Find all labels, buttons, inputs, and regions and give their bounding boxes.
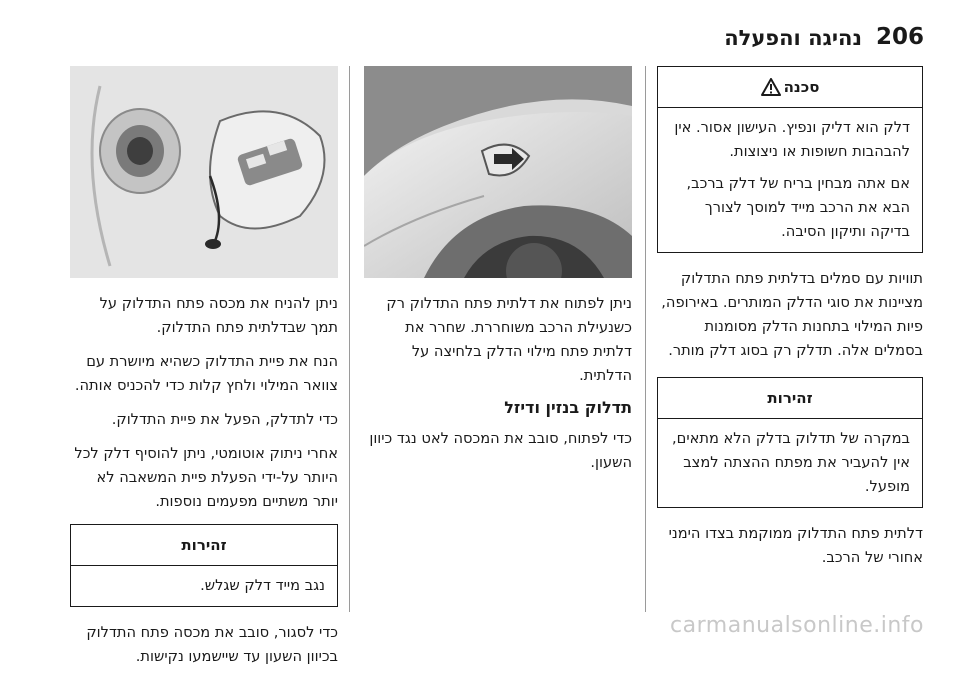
page-number: 206 [875, 24, 924, 50]
insert-nozzle-paragraph: הנח את פיית התדלוק כשהיא מיושרת עם צוואר המילוי ולחץ קלות כדי להכניס אותה. [74, 353, 338, 394]
watermark: carmanualsonline.info [670, 613, 924, 638]
caution-box [70, 524, 338, 607]
warning-box-body [658, 108, 922, 252]
fuel-label-paragraph: תוויות עם סמלים בדלתית פתח התדלוק מציינות את סוגי הדלק המותרים. באירופה, פיות המילוי בתחנות הדלק מסומנות בסמלים אלה. תדלק רק בסוג דלק מותר. [661, 270, 923, 359]
caution-box-title: זהירות [71, 525, 337, 566]
caution-box [657, 377, 923, 508]
operate-nozzle-paragraph: כדי לתדלק, הפעל את פיית התדלוק. [111, 411, 338, 428]
warning-triangle-icon [761, 78, 781, 96]
open-cap-paragraph: כדי לפתוח, סובב את המכסה לאט נגד כיוון השעון. [369, 430, 632, 471]
fuel-flap-photo [364, 66, 632, 278]
auto-cutoff-paragraph: אחרי ניתוק אוטומטי, ניתן להוסיף דלק לכל היותר על-ידי הפעלת פיית המשאבה לא יותר משתיים מפעמים נוספות. [74, 445, 338, 510]
cap-holder-paragraph: ניתן להניח את מכסה פתח התדלוק על תמך שבדלתית פתח התדלוק. [99, 295, 338, 336]
caution-box-text: נגב מייד דלק שגלש. [200, 577, 325, 594]
section-heading: תדלוק בנזין ודיזל [504, 398, 632, 417]
close-cap-paragraph: כדי לסגור, סובב את מכסה פתח התדלוק בכיוון השעון עד שיישמעו נקישות. [86, 624, 338, 665]
warning-paragraph: דלק הוא דליק ונפיץ. העישון אסור. אין להבהבות חשופות או ניצוצות. [674, 119, 910, 160]
caution-box-title: זהירות [658, 378, 922, 419]
column-divider [349, 66, 350, 612]
middle-column [362, 66, 632, 485]
column-divider [645, 66, 646, 612]
page-title: נהיגה והפעלה [724, 26, 862, 50]
warning-box-header [658, 67, 922, 108]
open-flap-paragraph: ניתן לפתוח את דלתית פתח התדלוק רק כשנעילת הרכב משוחררת. שחרר את דלתית פתח מילוי הדלק בלחיצה על הדלתית. [386, 295, 632, 384]
warning-paragraph: אם אתה מבחין בריח של דלק ברכב, הבא את הרכב מייד למוסך לצורך בדיקה ותיקון הסיבה. [686, 175, 910, 240]
warning-box-title: סכנה [783, 78, 820, 96]
caution-box-text: במקרה של תדלוק בדלק הלא מתאים, אין להעביר את מפתח ההצתה למצב מופעל. [672, 430, 910, 495]
flap-location-paragraph: דלתית פתח התדלוק ממוקמת בצדו הימני אחורי של הרכב. [668, 525, 923, 566]
fuel-cap-photo [70, 66, 338, 278]
right-column [657, 66, 923, 580]
warning-box [657, 66, 923, 253]
left-column [70, 66, 338, 679]
